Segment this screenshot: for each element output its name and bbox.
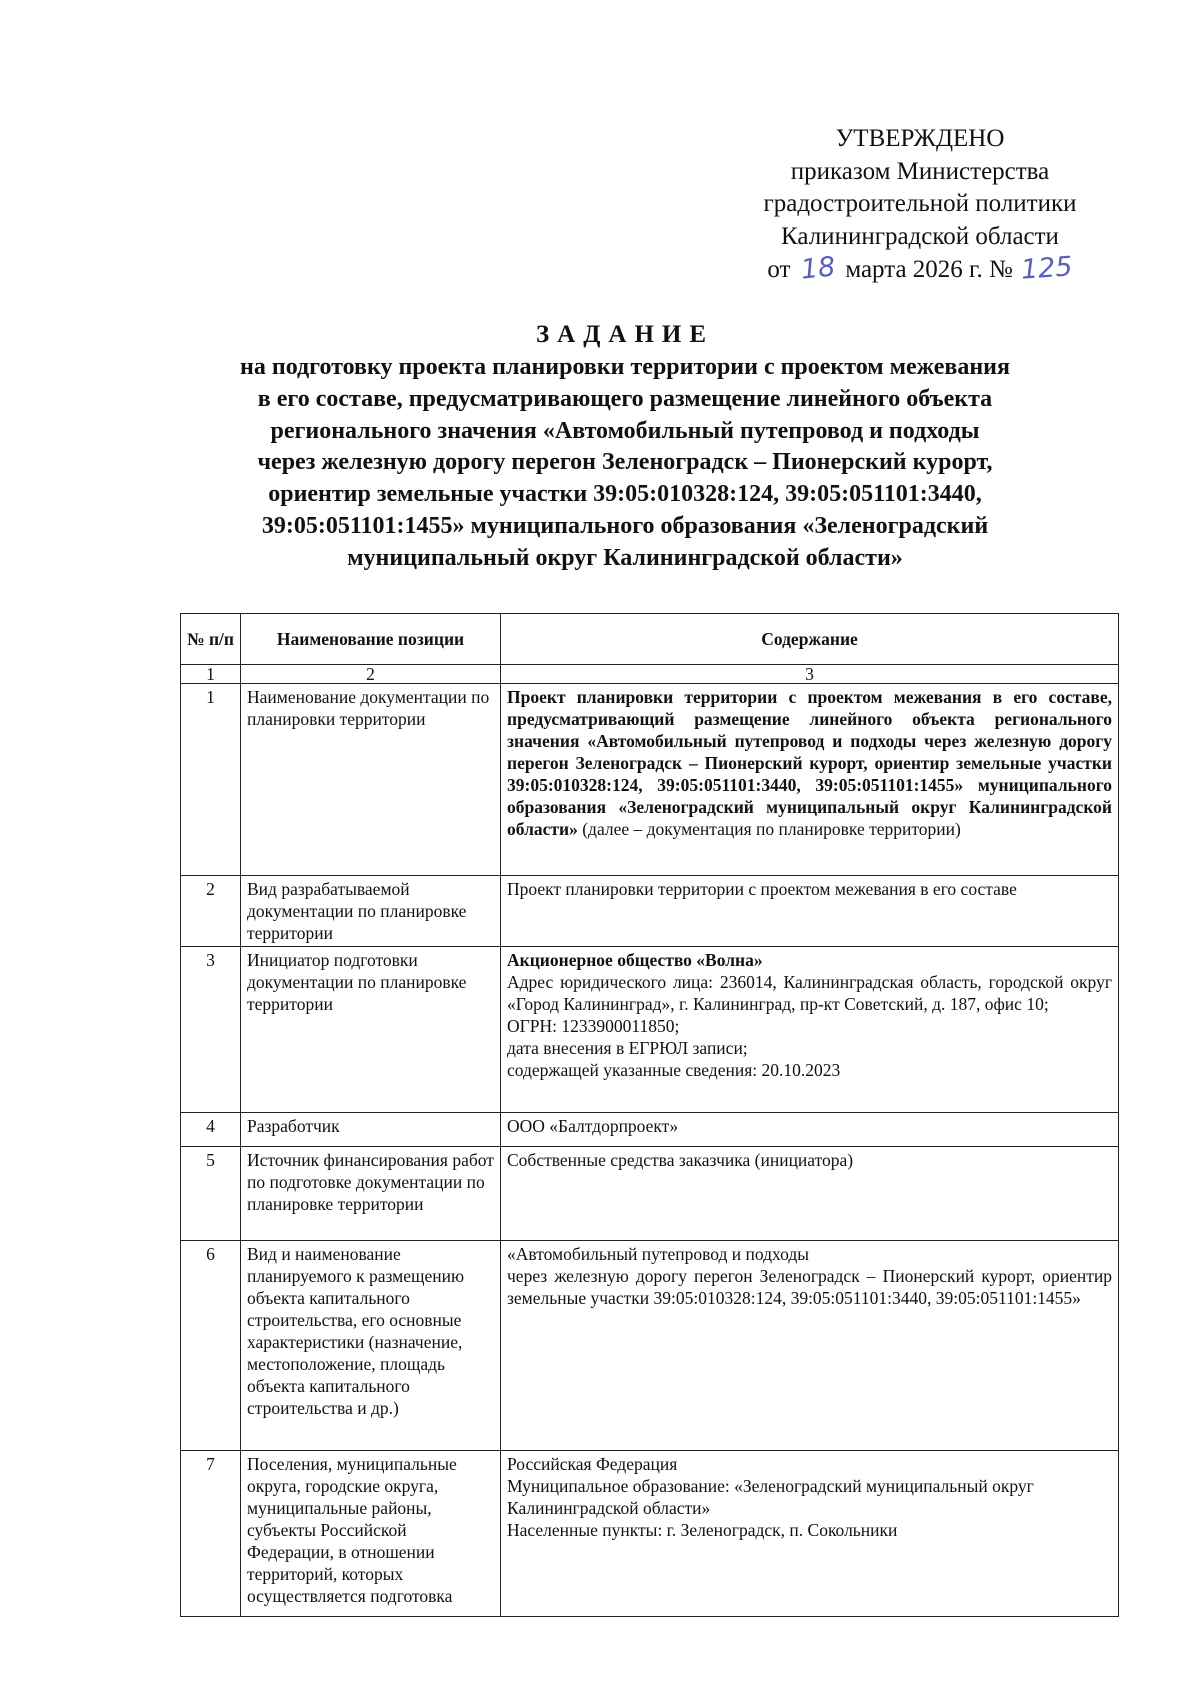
row-number: 1 bbox=[181, 684, 241, 876]
row-name: Поселения, муниципальные округа, городские округа, муниципальные районы, субъекты Российской Федерации, в отношении территорий, которых осуществляется подготовка bbox=[241, 1451, 501, 1617]
table-row bbox=[181, 947, 1119, 1113]
approval-order-line: приказом Министерства bbox=[790, 157, 1050, 185]
territory-country: Российская Федерация bbox=[507, 1454, 678, 1474]
initiator-record-date: содержащей указанные сведения: 20.10.2023 bbox=[507, 1060, 841, 1080]
row-content bbox=[501, 1241, 1119, 1451]
initiator-ogrn: ОГРН: 1233900011850; bbox=[507, 1016, 680, 1036]
subtitle-line: на подготовку проекта планировки территории с проектом межевания bbox=[240, 354, 1010, 380]
row-number: 6 bbox=[181, 1241, 241, 1451]
approval-ministry-line: градостроительной политики bbox=[763, 190, 1077, 217]
approval-date-line bbox=[720, 253, 1120, 287]
row-content: Собственные средства заказчика (инициатора) bbox=[501, 1147, 1119, 1241]
subtitle-line: ориентир земельные участки 39:05:010328:124, 39:05:051101:3440, bbox=[268, 481, 982, 508]
territory-settlements: Населенные пункты: г. Зеленоградск, п. Сокольники bbox=[507, 1520, 898, 1540]
row-content-bold: Проект планировки территории с проектом межевания в его составе, предусматривающий размещение линейного объекта регионального значения «Автомобильный путепровод и подходы через железную дорогу перегон Зеленоградск – Пионерский курорт, ориентир земельные участки 39:05:010328:124, 39:05:051101:3440, 39:05:051101:1455» муниципального образования «Зеленоградский муниципальный округ Калининградской области» bbox=[507, 687, 1112, 839]
approval-title: УТВЕРЖДЕНО bbox=[835, 125, 1005, 152]
document-title: ЗАДАНИЕ bbox=[535, 321, 715, 348]
table-row bbox=[181, 1241, 1119, 1451]
object-name-line: «Автомобильный путепровод и подходы bbox=[507, 1244, 810, 1264]
subtitle-line: 39:05:051101:1455» муниципального образования «Зеленоградский bbox=[261, 512, 989, 539]
object-description: через железную дорогу перегон Зеленоградск – Пионерский курорт, ориентир земельные участки 39:05:010328:124, 39:05:051101:3440, 39:05:051101:1455» bbox=[507, 1266, 1112, 1308]
column-number: 2 bbox=[241, 665, 501, 684]
row-name: Инициатор подготовки документации по планировке территории bbox=[241, 947, 501, 1113]
row-name: Наименование документации по планировки территории bbox=[241, 684, 501, 876]
table-header-row bbox=[181, 614, 1119, 665]
row-content bbox=[501, 1451, 1119, 1617]
row-name: Разработчик bbox=[241, 1113, 501, 1147]
initiator-name: Акционерное общество «Волна» bbox=[507, 950, 763, 970]
approval-stamp bbox=[720, 123, 1120, 287]
column-number-row bbox=[181, 665, 1119, 684]
header-name: Наименование позиции bbox=[241, 614, 501, 665]
row-number: 5 bbox=[181, 1147, 241, 1241]
header-num: № п/п bbox=[181, 614, 241, 665]
subtitle-line: через железную дорогу перегон Зеленоградск – Пионерский курорт, bbox=[257, 449, 993, 476]
initiator-record-date-label: дата внесения в ЕГРЮЛ записи; bbox=[507, 1038, 748, 1058]
handwritten-order-number: 125 bbox=[1020, 251, 1074, 286]
handwritten-day: 18 bbox=[799, 251, 837, 286]
header-content: Содержание bbox=[501, 614, 1119, 665]
subtitle-line: в его составе, предусматривающего размещение линейного объекта bbox=[257, 385, 993, 412]
table-row bbox=[181, 1113, 1119, 1147]
document-subtitle bbox=[150, 352, 1100, 575]
table-row bbox=[181, 876, 1119, 947]
subtitle-line: регионального значения «Автомобильный путепровод и подходы bbox=[270, 417, 980, 444]
row-name: Вид разрабатываемой документации по планировке территории bbox=[241, 876, 501, 947]
territory-municipality: Муниципальное образование: «Зеленоградский муниципальный округ Калининградской области» bbox=[507, 1476, 1034, 1518]
row-number: 7 bbox=[181, 1451, 241, 1617]
approval-region-line: Калининградской области bbox=[781, 222, 1059, 250]
date-rest: марта 2026 г. № bbox=[845, 256, 1013, 283]
row-number: 3 bbox=[181, 947, 241, 1113]
row-name: Вид и наименование планируемого к размещению объекта капитального строительства, его основные характеристики (назначение, местоположение, площадь объекта капитального строительства и др.) bbox=[241, 1241, 501, 1451]
table-row bbox=[181, 684, 1119, 876]
row-content-plain: (далее – документация по планировке территории) bbox=[577, 819, 961, 839]
table-row bbox=[181, 1147, 1119, 1241]
document-heading bbox=[150, 318, 1100, 575]
row-number: 4 bbox=[181, 1113, 241, 1147]
row-number: 2 bbox=[181, 876, 241, 947]
row-content: ООО «Балтдорпроект» bbox=[501, 1113, 1119, 1147]
row-content: Проект планировки территории с проектом межевания в его составе bbox=[501, 876, 1119, 947]
column-number: 1 bbox=[181, 665, 241, 684]
table-row bbox=[181, 1451, 1119, 1617]
row-name: Источник финансирования работ по подготовке документации по планировке территории bbox=[241, 1147, 501, 1241]
initiator-address: Адрес юридического лица: 236014, Калининградская область, городской округ «Город Калининград», г. Калининград, пр-кт Советский, д. 187, офис 10; bbox=[507, 972, 1112, 1014]
date-prefix: от bbox=[767, 256, 791, 283]
task-table bbox=[180, 613, 1119, 1617]
row-content bbox=[501, 947, 1119, 1113]
subtitle-line: муниципальный округ Калининградской области» bbox=[347, 544, 903, 571]
column-number: 3 bbox=[501, 665, 1119, 684]
row-content bbox=[501, 684, 1119, 876]
